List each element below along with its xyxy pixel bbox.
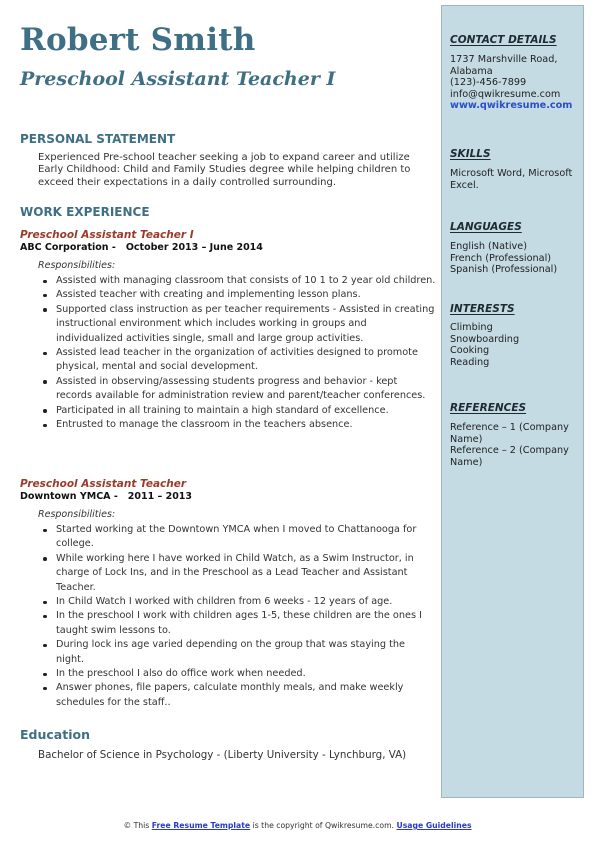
footer	[0, 821, 595, 830]
candidate-name: Robert Smith	[20, 22, 256, 58]
references-heading: REFERENCES	[450, 402, 527, 414]
list-item: Spanish (Professional)	[450, 264, 558, 276]
footer-prefix: © This	[123, 821, 150, 830]
work-experience-heading: WORK EXPERIENCE	[20, 205, 150, 219]
list-item: Cooking	[450, 345, 490, 357]
contact-info	[450, 54, 582, 112]
list-item: Assisted in observing/assessing students progress and behavior - kept records available for administration review and parent/teacher conferences.	[56, 375, 436, 404]
job-bullet-list	[38, 523, 436, 710]
list-item: Reading	[450, 356, 490, 368]
list-item: Snowboarding	[450, 333, 520, 345]
list-item: Participated in all training to maintain a high standard of excellence.	[56, 404, 436, 418]
list-item: Reference – 2 (Company Name)	[450, 445, 569, 468]
list-item: In the preschool I work with children ages 1-5, these children are the ones I taught swim lessons to.	[56, 609, 436, 638]
free-resume-template-link[interactable]: Free Resume Template	[151, 821, 251, 830]
job-dates: October 2013 – June 2014	[125, 242, 263, 253]
skills-heading: SKILLS	[450, 148, 491, 160]
list-item: Assisted lead teacher in the organization of activities designed to promote physical, mental and social development.	[56, 346, 436, 375]
languages-heading: LANGUAGES	[450, 221, 522, 233]
contact-phone: (123)-456-7899	[450, 77, 527, 89]
personal-statement-heading: PERSONAL STATEMENT	[20, 132, 176, 146]
skills-text: Microsoft Word, Microsoft Excel.	[450, 168, 573, 191]
languages-list	[450, 241, 582, 276]
list-item: Reference – 1 (Company Name)	[450, 422, 569, 445]
contact-email[interactable]: info@qwikresume.com	[450, 88, 561, 100]
sidebar	[441, 5, 584, 798]
job-company: Downtown YMCA -	[20, 491, 118, 502]
job-title: Preschool Assistant Teacher	[20, 478, 187, 490]
education-heading: Education	[20, 727, 90, 742]
candidate-title: Preschool Assistant Teacher I	[20, 68, 336, 90]
job-company: ABC Corporation -	[20, 242, 116, 253]
job-bullet-list	[38, 274, 436, 432]
list-item: In Child Watch I worked with children from 6 weeks - 12 years of age.	[56, 595, 436, 609]
job-company-dates	[20, 491, 192, 502]
job-dates: 2011 – 2013	[127, 491, 193, 502]
references-list	[450, 422, 582, 468]
list-item: Climbing	[450, 322, 493, 333]
contact-heading: CONTACT DETAILS	[450, 34, 557, 46]
list-item: While working here I have worked in Child Watch, as a Swim Instructor, in charge of Lock Ins, and in the Preschool as a Lead Teacher and Assistant Teacher.	[56, 552, 436, 595]
responsibilities-label: Responsibilities:	[38, 260, 116, 271]
job-company-dates	[20, 242, 263, 253]
list-item: Assisted teacher with creating and implementing lesson plans.	[56, 288, 436, 302]
list-item: During lock ins age varied depending on the group that was staying the night.	[56, 638, 436, 667]
contact-address: 1737 Marshville Road, Alabama	[450, 54, 558, 77]
list-item: Started working at the Downtown YMCA when I moved to Chattanooga for college.	[56, 523, 436, 552]
responsibilities-label: Responsibilities:	[38, 509, 116, 520]
list-item: In the preschool I also do office work when needed.	[56, 667, 436, 681]
list-item: French (Professional)	[450, 252, 552, 264]
usage-guidelines-link[interactable]: Usage Guidelines	[396, 821, 472, 830]
list-item: Assisted with managing classroom that consists of 10 1 to 2 year old children.	[56, 274, 436, 288]
list-item: English (Native)	[450, 241, 527, 252]
interests-heading: INTERESTS	[450, 303, 515, 315]
education-text: Bachelor of Science in Psychology - (Liberty University - Lynchburg, VA)	[38, 749, 407, 761]
footer-middle: is the copyright of Qwikresume.com.	[252, 821, 395, 830]
list-item: Answer phones, file papers, calculate monthly meals, and make weekly schedules for the staff..	[56, 681, 436, 710]
list-item: Entrusted to manage the classroom in the teachers absence.	[56, 418, 436, 432]
interests-list	[450, 322, 582, 368]
contact-website-link[interactable]: www.qwikresume.com	[450, 100, 573, 112]
job-title: Preschool Assistant Teacher I	[20, 229, 194, 241]
personal-statement-text: Experienced Pre-school teacher seeking a job to expand career and utilize Early Childhood: Child and Family Studies degree while helping children to exceed their expectations in a daily controlled surrounding.	[38, 152, 411, 188]
list-item: Supported class instruction as per teacher requirements - Assisted in creating instructional environment which includes working in groups and individualized activities single, small and large group activities.	[56, 303, 436, 346]
